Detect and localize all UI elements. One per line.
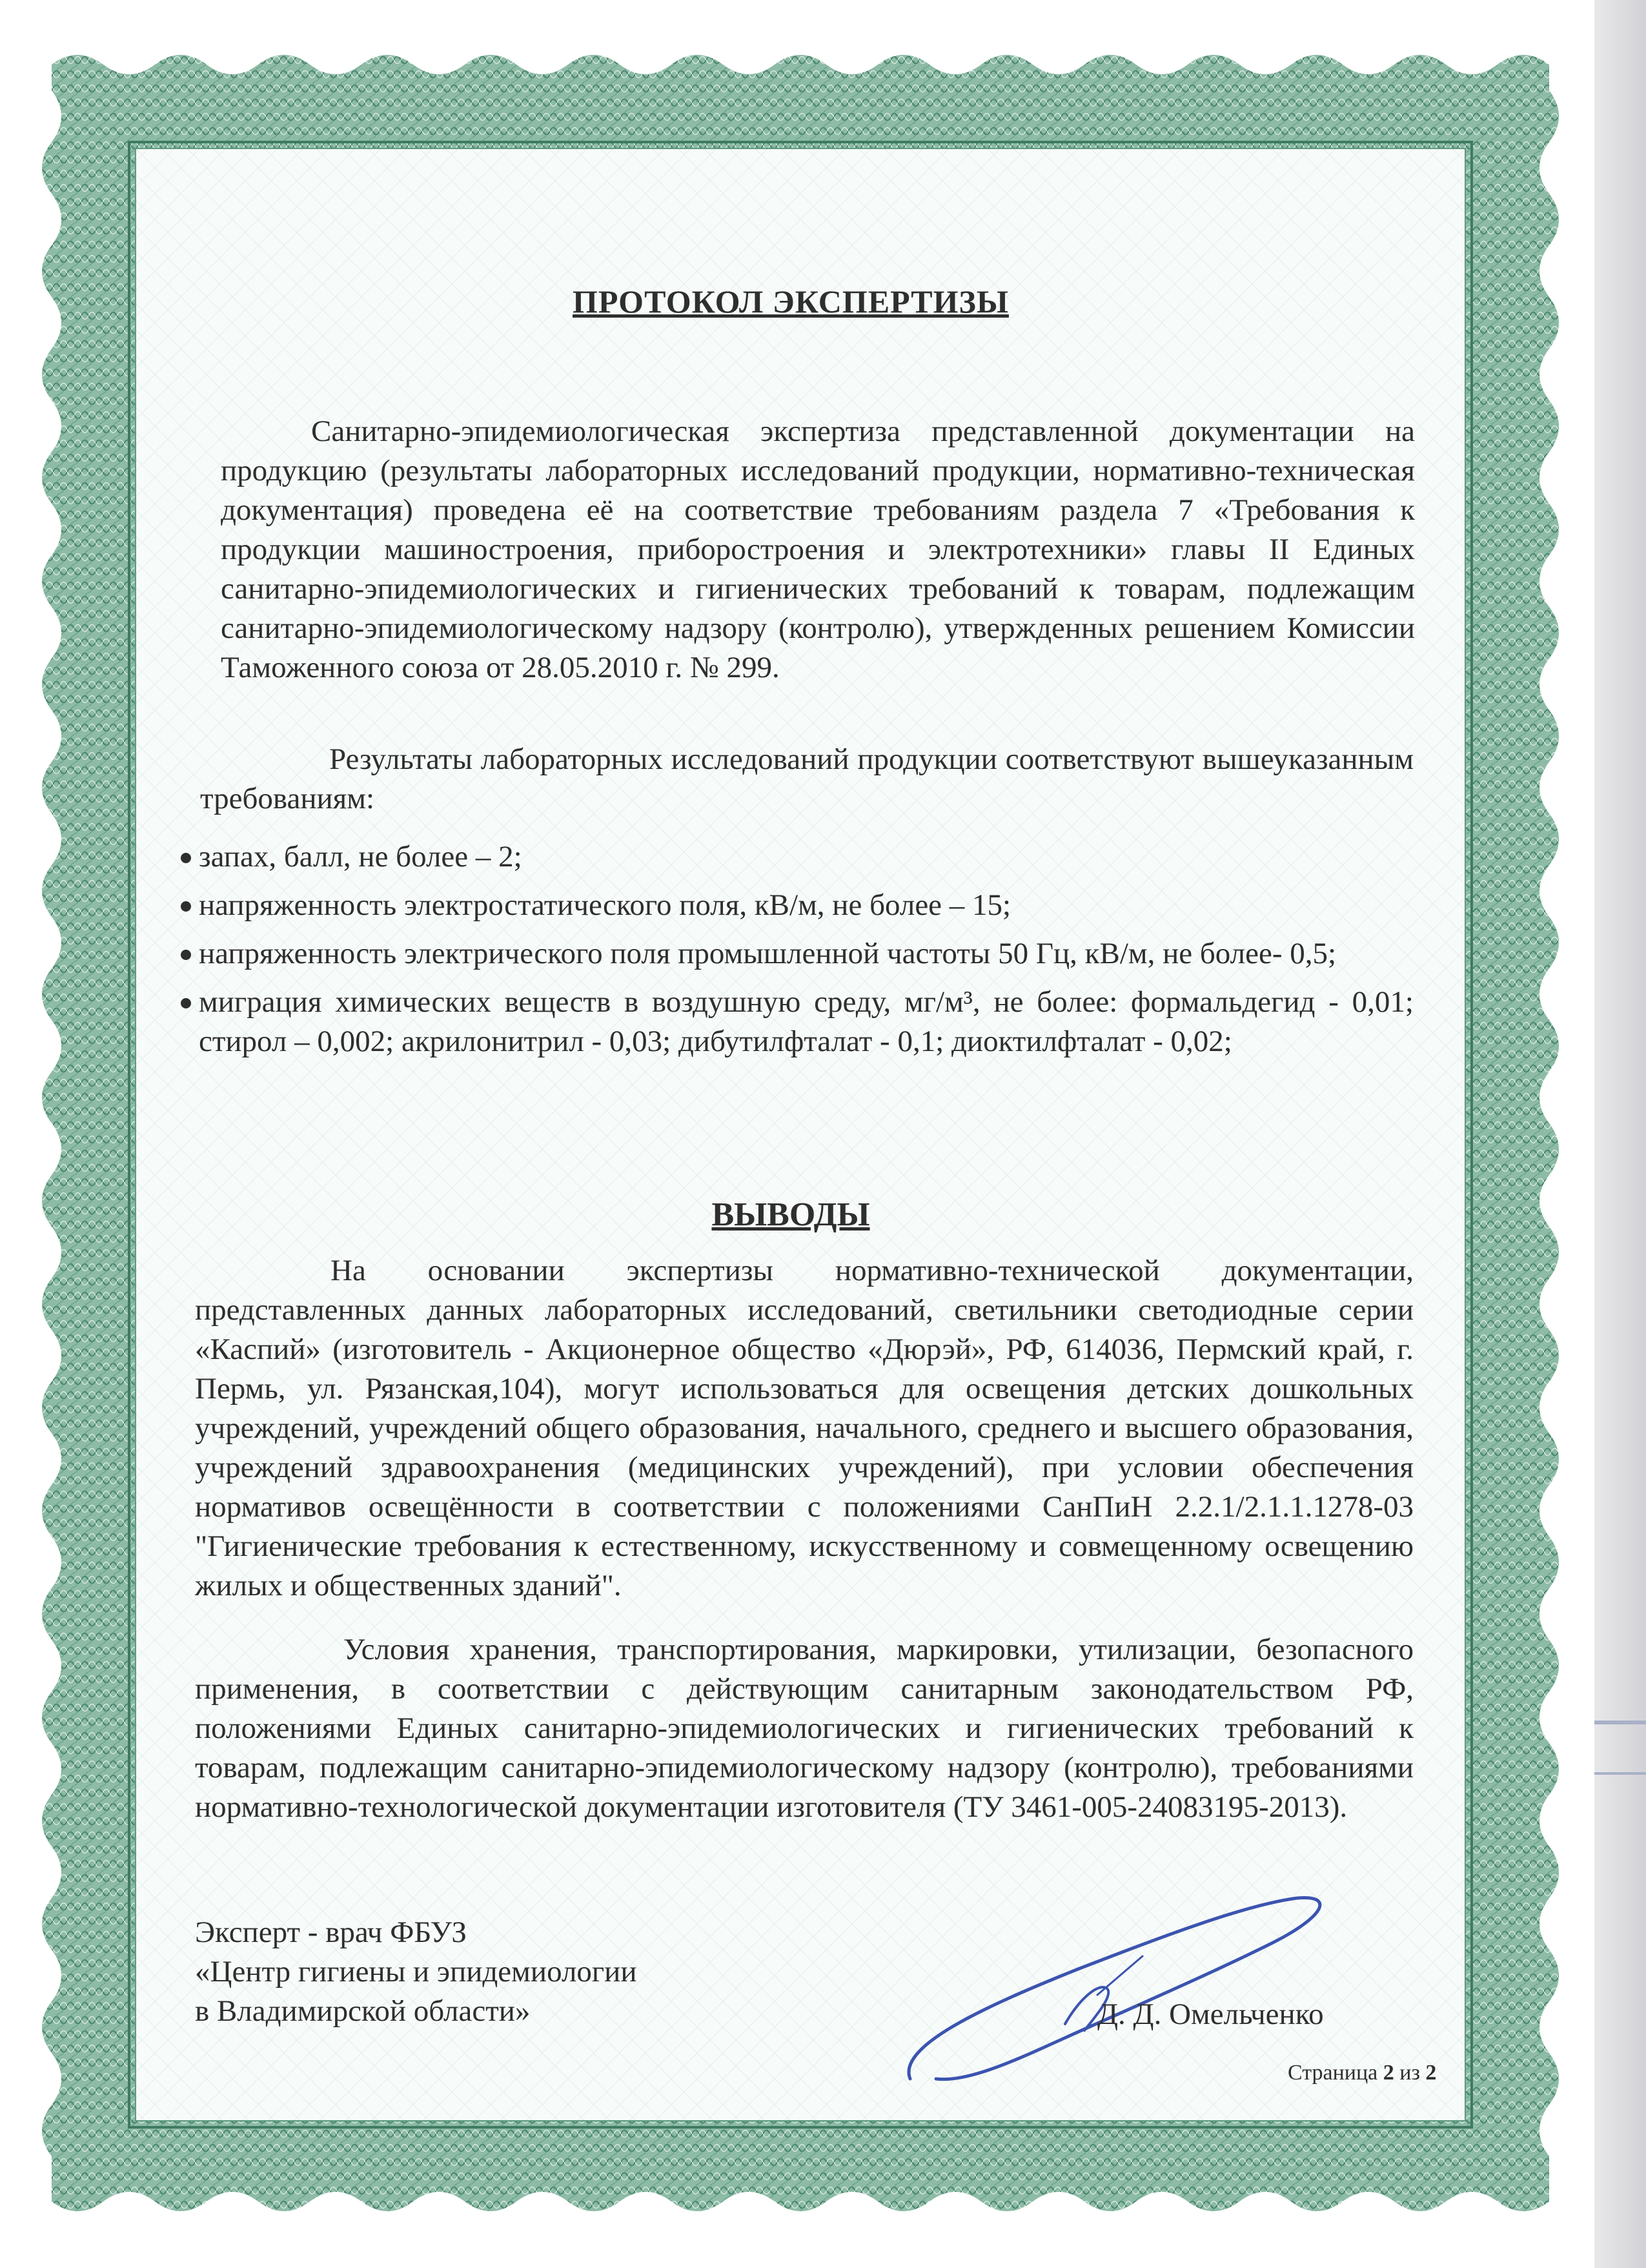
document-title: ПРОТОКОЛ ЭКСПЕРТИЗЫ bbox=[573, 283, 1009, 320]
intro-paragraph: Санитарно-эпидемиологическая экспертиза представленной документации на продукцию (результаты лабораторных исследований продукции, нормативно-техническая документация) проведена её на соответствие требованиям раздела 7 «Требования к продукции машиностроения, приборостроения и электротехники» главы II Единых санитарно-эпидемиологических и гигиенических требований к товарам, подлежащим санитарно-эпидемиологическому надзору (контролю), утвержденных решением Комиссии Таможенного союза от 28.05.2010 г. № 299. bbox=[221, 414, 1415, 684]
list-item: напряженность электростатического поля, кВ/м, не более – 15; bbox=[179, 886, 1414, 925]
list-item: миграция химических веществ в воздушную среду, мг/м³, не более: формальдегид - 0,01; стирол – 0,002; акрилонитрил - 0,03; дибутилфталат - 0,1; диоктилфталат - 0,02; bbox=[179, 983, 1414, 1061]
expert-organization: «Центр гигиены и эпидемиологии bbox=[195, 1955, 637, 1988]
page-separator: из bbox=[1399, 2061, 1420, 2085]
conclusions-title: ВЫВОДЫ bbox=[711, 1196, 870, 1233]
document-body bbox=[142, 155, 1439, 2105]
scanner-edge bbox=[1594, 0, 1646, 2268]
scanner-mark bbox=[1594, 1721, 1646, 1724]
expert-block bbox=[195, 1913, 636, 2031]
expert-name: Д. Д. Омельченко bbox=[1097, 1997, 1324, 2031]
conditions-paragraph: Условия хранения, транспортирования, маркировки, утилизации, безопасного применения, в соответствии с действующим санитарным законодательством РФ, положениями Единых санитарно-эпидемиологических и гигиенических требований к товарам, подлежащим санитарно-эпидемиологическому надзору (контролю), требованиями нормативно-технологической документации изготовителя (ТУ 3461-005-24083195-2013). bbox=[195, 1633, 1414, 1824]
page-number bbox=[1288, 2061, 1436, 2085]
conclusion-paragraph: На основании экспертизы нормативно-технической документации, представленных данных лабораторных исследований, светильники светодиодные серии «Каспий» (изготовитель - Акционерное общество «Дюрэй», РФ, 614036, Пермский край, г. Пермь, ул. Рязанская,104), могут использоваться для освещения детских дошкольных учреждений, учреждений общего образования, начального, среднего и высшего образования, учреждений здравоохранения (медицинских учреждений), при условии обеспечения нормативов освещённости в соответствии с положениями СанПиН 2.2.1/2.1.1.1278-03 "Гигиенические требования к естественному, искусственному и совмещенному освещению жилых и общественных зданий". bbox=[195, 1254, 1414, 1602]
list-item: напряженность электрического поля промышленной частоты 50 Гц, кВ/м, не более- 0,5; bbox=[179, 934, 1414, 974]
expert-position: Эксперт - врач ФБУЗ bbox=[195, 1916, 467, 1949]
page-total: 2 bbox=[1425, 2061, 1437, 2085]
scanner-mark bbox=[1594, 1772, 1646, 1775]
signature-image bbox=[884, 1885, 1349, 2092]
requirements-list bbox=[179, 837, 1414, 1070]
expert-region: в Владимирской области» bbox=[195, 1994, 531, 2028]
list-item: запах, балл, не более – 2; bbox=[179, 837, 1414, 877]
page-current: 2 bbox=[1383, 2061, 1394, 2085]
results-paragraph: Результаты лабораторных исследований продукции соответствуют вышеуказанным требованиям: bbox=[200, 742, 1414, 815]
page-prefix: Страница bbox=[1288, 2061, 1378, 2085]
